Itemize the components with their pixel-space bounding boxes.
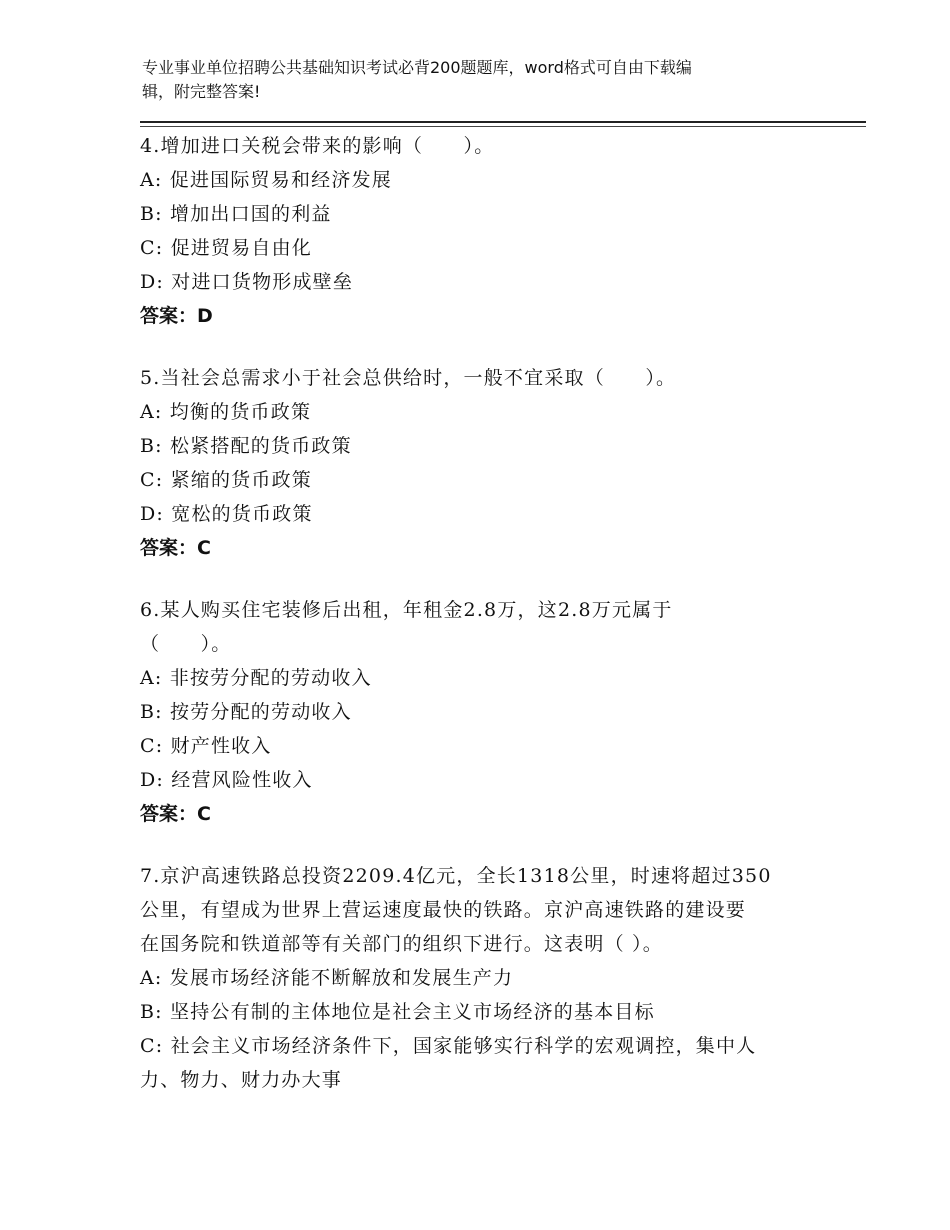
option-c: C: 社会主义市场经济条件下，国家能够实行科学的宏观调控，集中人 — [140, 1035, 757, 1057]
header-line: 专业事业单位招聘公共基础知识考试必背200题题库，word格式可自由下载编 — [142, 58, 692, 77]
option-c: C: 紧缩的货币政策 — [140, 469, 312, 491]
header-divider-thin — [140, 126, 866, 127]
question-stem: 6.某人购买住宅装修后出租，年租金2.8万，这2.8万元属于 — [140, 599, 673, 621]
option-b: B: 坚持公有制的主体地位是社会主义市场经济的基本目标 — [140, 1001, 655, 1023]
option-a: A: 非按劳分配的劳动收入 — [140, 667, 372, 689]
question-stem: 7.京沪高速铁路总投资2209.4亿元，全长1318公里，时速将超过350 — [140, 865, 772, 887]
option-c: C: 促进贸易自由化 — [140, 237, 312, 259]
question-6 — [140, 593, 820, 831]
option-a: A: 均衡的货币政策 — [140, 401, 312, 423]
header-line: 辑，附完整答案! — [142, 82, 261, 101]
option-b: B: 按劳分配的劳动收入 — [140, 701, 352, 723]
header-divider-thick — [140, 121, 866, 123]
option-c-continued: 力、物力、财力办大事 — [140, 1069, 343, 1091]
question-stem: （ ）。 — [140, 633, 232, 655]
question-stem: 公里，有望成为世界上营运速度最快的铁路。京沪高速铁路的建设要 — [140, 899, 747, 921]
option-b: B: 松紧搭配的货币政策 — [140, 435, 352, 457]
option-a: A: 促进国际贸易和经济发展 — [140, 169, 392, 191]
question-stem: 4.增加进口关税会带来的影响（ ）。 — [140, 135, 495, 157]
document-header — [142, 56, 782, 104]
answer-label: 答案：D — [140, 305, 213, 327]
option-b: B: 增加出口国的利益 — [140, 203, 332, 225]
answer-label: 答案：C — [140, 803, 211, 825]
question-5 — [140, 361, 820, 565]
option-a: A: 发展市场经济能不断解放和发展生产力 — [140, 967, 514, 989]
question-4 — [140, 129, 820, 333]
question-list — [140, 129, 820, 1125]
question-stem: 5.当社会总需求小于社会总供给时，一般不宜采取（ ）。 — [140, 367, 677, 389]
option-d: D: 宽松的货币政策 — [140, 503, 313, 525]
question-7 — [140, 859, 820, 1097]
question-stem: 在国务院和铁道部等有关部门的组织下进行。这表明（ ）。 — [140, 933, 663, 955]
option-d: D: 经营风险性收入 — [140, 769, 313, 791]
answer-label: 答案：C — [140, 537, 211, 559]
option-c: C: 财产性收入 — [140, 735, 272, 757]
option-d: D: 对进口货物形成壁垒 — [140, 271, 354, 293]
